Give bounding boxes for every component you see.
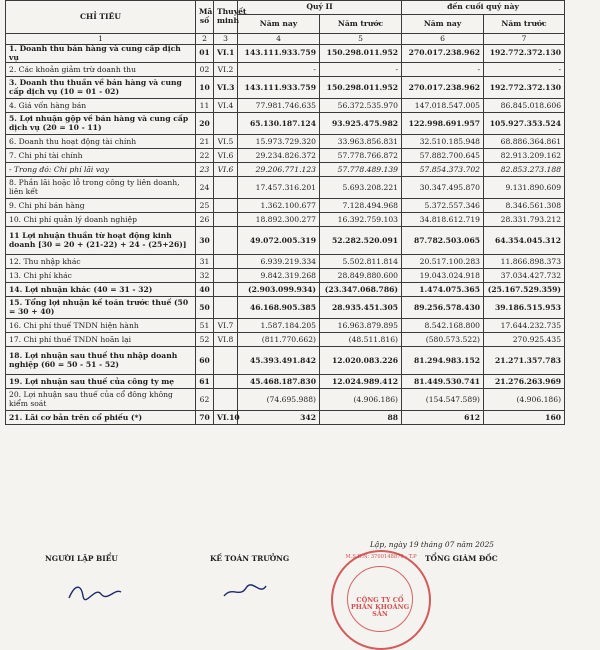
row-value-cur: - [238, 63, 320, 77]
table-row [6, 283, 565, 297]
row-value-cum-cur: 8.542.168.800 [402, 319, 484, 333]
row-note [214, 389, 238, 411]
table-row [6, 63, 565, 77]
table-row [6, 45, 565, 63]
row-code: 25 [196, 199, 214, 213]
row-label: 20. Lợi nhuận sau thuế của cổ đông không kiểm soát [6, 389, 196, 411]
column-index: 4 [238, 34, 320, 45]
row-label: 15. Tổng lợi nhuận kế toán trước thuế (50 = 30 + 40) [6, 297, 196, 319]
row-value-cur: 65.130.187.124 [238, 113, 320, 135]
row-note [214, 113, 238, 135]
table-row [6, 269, 565, 283]
row-value-cur: (811.770.662) [238, 333, 320, 347]
row-value-prev: 150.298.011.952 [320, 45, 402, 63]
row-value-cum-prev: 86.845.018.606 [484, 99, 565, 113]
row-value-cur: 17.457.316.201 [238, 177, 320, 199]
row-value-cum-cur: - [402, 63, 484, 77]
criteria-header: CHỈ TIÊU [6, 1, 196, 34]
row-value-cur: 46.168.905.385 [238, 297, 320, 319]
row-value-cum-cur: 87.782.503.065 [402, 227, 484, 255]
code-header: Mã số [196, 1, 214, 34]
row-note: VI.4 [214, 99, 238, 113]
row-value-cum-prev: 21.271.357.783 [484, 347, 565, 375]
row-note [214, 375, 238, 389]
table-row [6, 99, 565, 113]
row-label: 13. Chi phí khác [6, 269, 196, 283]
row-value-prev: 56.372.535.970 [320, 99, 402, 113]
row-value-cum-prev: (25.167.529.359) [484, 283, 565, 297]
row-value-cum-prev: 160 [484, 411, 565, 425]
table-row [6, 347, 565, 375]
row-label: 18. Lợi nhuận sau thuế thu nhập doanh nghiệp (60 = 50 - 51 - 52) [6, 347, 196, 375]
row-value-cum-prev: 82.853.273.188 [484, 163, 565, 177]
income-statement-page [5, 0, 595, 619]
quarter-last-year-header: Năm trước [320, 15, 402, 34]
row-label: 21. Lãi cơ bản trên cổ phiếu (*) [6, 411, 196, 425]
row-note: VI.7 [214, 319, 238, 333]
row-label: 12. Thu nhập khác [6, 255, 196, 269]
row-code: 30 [196, 227, 214, 255]
row-value-cum-cur: 34.818.612.719 [402, 213, 484, 227]
row-value-cum-cur: 270.017.238.962 [402, 77, 484, 99]
row-note [214, 255, 238, 269]
column-index: 3 [214, 34, 238, 45]
row-value-cur: 1.362.100.677 [238, 199, 320, 213]
row-value-prev: 7.128.494.968 [320, 199, 402, 213]
row-label: 7. Chi phí tài chính [6, 149, 196, 163]
row-label: 16. Chi phí thuế TNDN hiện hành [6, 319, 196, 333]
chief-accountant-title: KẾ TOÁN TRƯỞNG [210, 554, 290, 563]
row-note [214, 283, 238, 297]
row-value-prev: 150.298.011.952 [320, 77, 402, 99]
row-code: 10 [196, 77, 214, 99]
row-label: 2. Các khoản giảm trừ doanh thu [6, 63, 196, 77]
row-note: VI.8 [214, 333, 238, 347]
row-code: 22 [196, 149, 214, 163]
row-code: 11 [196, 99, 214, 113]
preparer-title: NGƯỜI LẬP BIỂU [45, 554, 118, 563]
table-row [6, 255, 565, 269]
row-code: 02 [196, 63, 214, 77]
table-row [6, 213, 565, 227]
chief-accountant-signature [220, 582, 270, 600]
table-row [6, 177, 565, 199]
row-value-prev: 52.282.520.091 [320, 227, 402, 255]
row-value-cum-cur: 612 [402, 411, 484, 425]
row-value-prev: 5.693.208.221 [320, 177, 402, 199]
quarter-this-year-header: Năm nay [238, 15, 320, 34]
row-value-prev: 57.778.489.139 [320, 163, 402, 177]
general-director-title: TỔNG GIÁM ĐỐC [425, 554, 498, 563]
seal-company-name: CÔNG TY CỔ PHẦN KHOÁNG SẢN [350, 596, 410, 619]
row-value-cum-prev: 82.913.209.162 [484, 149, 565, 163]
row-value-prev: (23.347.068.786) [320, 283, 402, 297]
row-value-cur: 143.111.933.759 [238, 45, 320, 63]
row-code: 40 [196, 283, 214, 297]
row-value-cum-cur: 5.372.557.346 [402, 199, 484, 213]
row-value-cur: 29.234.826.372 [238, 149, 320, 163]
preparer-signature [65, 582, 125, 600]
row-code: 23 [196, 163, 214, 177]
row-label: 3. Doanh thu thuần về bán hàng và cung cấp dịch vụ (10 = 01 - 02) [6, 77, 196, 99]
cumulative-last-year-header: Năm trước [484, 15, 565, 34]
row-value-prev: (48.511.816) [320, 333, 402, 347]
row-note [214, 269, 238, 283]
row-note: VI.6 [214, 163, 238, 177]
row-value-cur: 6.939.219.334 [238, 255, 320, 269]
note-header: Thuyết minh [214, 1, 238, 34]
row-value-cum-cur: 147.018.547.005 [402, 99, 484, 113]
row-value-cum-prev: 9.131.890.609 [484, 177, 565, 199]
row-note [214, 347, 238, 375]
row-value-cum-prev: - [484, 63, 565, 77]
row-value-cum-cur: (580.573.522) [402, 333, 484, 347]
row-value-prev: 88 [320, 411, 402, 425]
row-value-cur: 15.973.729.320 [238, 135, 320, 149]
column-index: 5 [320, 34, 402, 45]
row-code: 32 [196, 269, 214, 283]
row-value-cum-prev: 192.772.372.130 [484, 45, 565, 63]
table-row [6, 199, 565, 213]
row-value-prev: 12.020.083.226 [320, 347, 402, 375]
row-value-cum-cur: 32.510.185.948 [402, 135, 484, 149]
row-note: VI.3 [214, 77, 238, 99]
seal-ring-text: M.S.D.N: 3700148879 - T.P [345, 554, 417, 560]
row-value-prev: (4.906.186) [320, 389, 402, 411]
row-code: 26 [196, 213, 214, 227]
row-note: VI.1 [214, 45, 238, 63]
row-value-cur: 45.393.491.842 [238, 347, 320, 375]
row-label: 11 Lợi nhuận thuần từ hoạt động kinh doanh [30 = 20 + (21-22) + 24 - (25+26)] [6, 227, 196, 255]
cumulative-this-year-header: Năm nay [402, 15, 484, 34]
row-note: VI.6 [214, 149, 238, 163]
row-value-cum-prev: 17.644.232.735 [484, 319, 565, 333]
row-value-cum-prev: 8.346.561.308 [484, 199, 565, 213]
row-value-cum-cur: 81.449.530.741 [402, 375, 484, 389]
row-value-cum-cur: 89.256.578.430 [402, 297, 484, 319]
row-value-prev: - [320, 63, 402, 77]
row-value-cum-cur: 1.474.075.365 [402, 283, 484, 297]
row-value-cum-cur: 30.347.495.870 [402, 177, 484, 199]
row-code: 62 [196, 389, 214, 411]
column-index-row [6, 34, 565, 45]
row-label: - Trong đó: Chi phí lãi vay [6, 163, 196, 177]
row-code: 24 [196, 177, 214, 199]
row-label: 9. Chi phí bán hàng [6, 199, 196, 213]
row-value-cum-prev: 39.186.515.953 [484, 297, 565, 319]
row-label: 8. Phần lãi hoặc lỗ trong công ty liên doanh, liên kết [6, 177, 196, 199]
report-date: Lập, ngày 19 tháng 07 năm 2025 [370, 540, 494, 549]
company-seal [331, 550, 431, 650]
row-note: VI.5 [214, 135, 238, 149]
table-row [6, 389, 565, 411]
row-value-cum-cur: 20.517.100.283 [402, 255, 484, 269]
row-note [214, 227, 238, 255]
seal-inner-circle [347, 566, 413, 632]
row-label: 5. Lợi nhuận gộp về bán hàng và cung cấp dịch vụ (20 = 10 - 11) [6, 113, 196, 135]
row-note: VI.2 [214, 63, 238, 77]
row-code: 51 [196, 319, 214, 333]
table-row [6, 375, 565, 389]
row-value-cur: 1.587.184.205 [238, 319, 320, 333]
row-label: 17. Chi phí thuế TNDN hoãn lại [6, 333, 196, 347]
row-value-cur: 29.206.771.123 [238, 163, 320, 177]
row-value-cur: 342 [238, 411, 320, 425]
row-value-cum-cur: 270.017.238.962 [402, 45, 484, 63]
row-value-cum-prev: (4.906.186) [484, 389, 565, 411]
row-value-cur: (2.903.099.934) [238, 283, 320, 297]
row-value-cur: 77.981.746.635 [238, 99, 320, 113]
row-value-cum-cur: 81.294.983.152 [402, 347, 484, 375]
row-value-cum-prev: 64.354.045.312 [484, 227, 565, 255]
row-value-cum-prev: 37.034.427.732 [484, 269, 565, 283]
table-row [6, 77, 565, 99]
row-value-cum-cur: 19.043.024.918 [402, 269, 484, 283]
row-label: 6. Doanh thu hoạt động tài chính [6, 135, 196, 149]
row-code: 20 [196, 113, 214, 135]
row-code: 70 [196, 411, 214, 425]
row-label: 14. Lợi nhuận khác (40 = 31 - 32) [6, 283, 196, 297]
row-value-prev: 33.963.856.831 [320, 135, 402, 149]
row-note [214, 213, 238, 227]
row-code: 31 [196, 255, 214, 269]
table-row [6, 135, 565, 149]
row-note [214, 297, 238, 319]
row-code: 01 [196, 45, 214, 63]
row-label: 19. Lợi nhuận sau thuế của công ty mẹ [6, 375, 196, 389]
row-value-cum-cur: (154.547.589) [402, 389, 484, 411]
row-value-cum-cur: 57.882.700.645 [402, 149, 484, 163]
row-value-prev: 12.024.989.412 [320, 375, 402, 389]
row-value-prev: 16.392.759.103 [320, 213, 402, 227]
header-row-top [6, 1, 565, 15]
column-index: 7 [484, 34, 565, 45]
row-value-prev: 93.925.475.982 [320, 113, 402, 135]
row-value-cur: 49.072.005.319 [238, 227, 320, 255]
row-code: 52 [196, 333, 214, 347]
quarter-group-header: Quý II [238, 1, 402, 15]
row-code: 61 [196, 375, 214, 389]
statement-body [6, 45, 565, 425]
table-row [6, 297, 565, 319]
row-label: 4. Giá vốn hàng bán [6, 99, 196, 113]
row-code: 21 [196, 135, 214, 149]
row-value-cur: 143.111.933.759 [238, 77, 320, 99]
row-value-cum-prev: 105.927.353.524 [484, 113, 565, 135]
row-value-cum-prev: 270.925.435 [484, 333, 565, 347]
row-note [214, 199, 238, 213]
table-row [6, 113, 565, 135]
table-row [6, 333, 565, 347]
row-note: VI.10 [214, 411, 238, 425]
row-label: 10. Chi phí quản lý doanh nghiệp [6, 213, 196, 227]
column-index: 2 [196, 34, 214, 45]
table-row [6, 149, 565, 163]
cumulative-group-header: đến cuối quý này [402, 1, 565, 15]
row-value-cum-cur: 122.998.691.957 [402, 113, 484, 135]
row-label: 1. Doanh thu bán hàng và cung cấp dịch vụ [6, 45, 196, 63]
income-statement-table [5, 0, 565, 425]
table-row [6, 227, 565, 255]
row-value-cum-prev: 11.866.898.373 [484, 255, 565, 269]
row-value-cum-cur: 57.854.373.702 [402, 163, 484, 177]
row-code: 60 [196, 347, 214, 375]
row-value-cur: 45.468.187.830 [238, 375, 320, 389]
row-value-cur: 18.892.300.277 [238, 213, 320, 227]
row-value-cum-prev: 28.331.793.212 [484, 213, 565, 227]
row-value-prev: 5.502.811.814 [320, 255, 402, 269]
column-index: 6 [402, 34, 484, 45]
row-code: 50 [196, 297, 214, 319]
row-value-prev: 28.935.451.305 [320, 297, 402, 319]
row-value-cur: (74.695.988) [238, 389, 320, 411]
row-value-prev: 16.963.879.895 [320, 319, 402, 333]
row-value-prev: 28.849.880.600 [320, 269, 402, 283]
row-value-cum-prev: 192.772.372.130 [484, 77, 565, 99]
row-value-cum-prev: 68.886.364.861 [484, 135, 565, 149]
table-row [6, 163, 565, 177]
table-row [6, 411, 565, 425]
row-note [214, 177, 238, 199]
table-row [6, 319, 565, 333]
column-index: 1 [6, 34, 196, 45]
row-value-cum-prev: 21.276.263.969 [484, 375, 565, 389]
row-value-prev: 57.778.766.872 [320, 149, 402, 163]
row-value-cur: 9.842.319.268 [238, 269, 320, 283]
